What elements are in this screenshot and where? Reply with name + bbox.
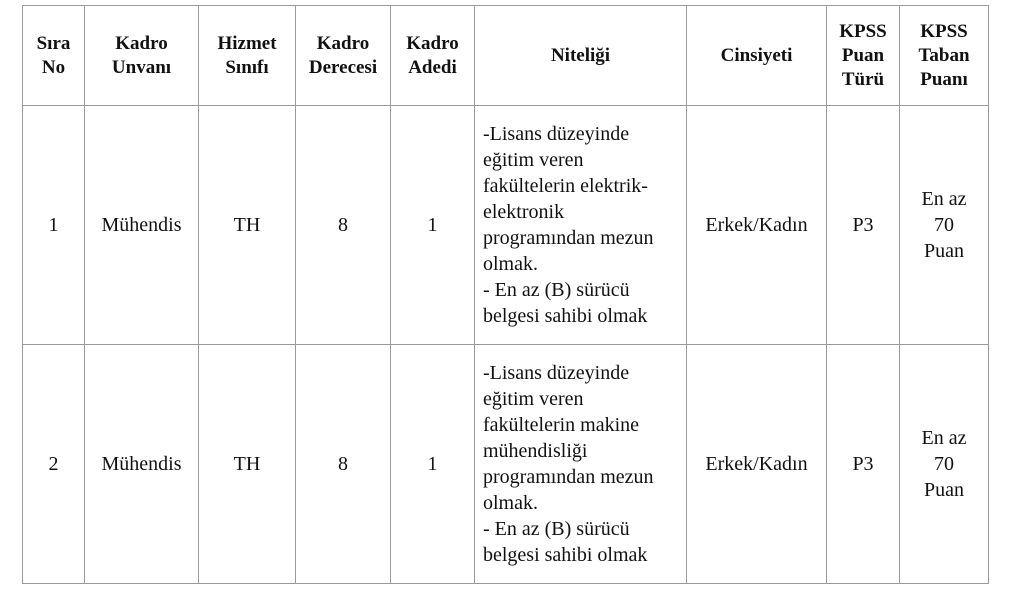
cell-hizmet-sinifi: TH	[199, 345, 296, 584]
cell-sira-no: 1	[23, 106, 85, 345]
header-kadro-unvani: Kadro Unvanı	[85, 6, 199, 106]
header-sira-no: Sıra No	[23, 6, 85, 106]
cell-kadro-unvani: Mühendis	[85, 106, 199, 345]
cell-kadro-adedi: 1	[391, 345, 475, 584]
header-hizmet-sinifi: Hizmet Sınıfı	[199, 6, 296, 106]
cell-kpss-taban-puani: En az 70 Puan	[900, 106, 989, 345]
header-kpss-taban-puani: KPSS Taban Puanı	[900, 6, 989, 106]
cell-kpss-puan-turu: P3	[827, 345, 900, 584]
table-row	[23, 106, 989, 345]
cell-cinsiyeti: Erkek/Kadın	[687, 106, 827, 345]
table-header-row	[23, 6, 989, 106]
cell-niteligi: -Lisans düzeyinde eğitim veren fakültelerin elektrik- elektronik programından mezun olmak. - En az (B) sürücü belgesi sahibi olmak	[475, 106, 687, 345]
cell-kpss-puan-turu: P3	[827, 106, 900, 345]
cell-cinsiyeti: Erkek/Kadın	[687, 345, 827, 584]
cell-kadro-derecesi: 8	[296, 345, 391, 584]
staff-positions-table	[22, 5, 989, 584]
header-cinsiyeti: Cinsiyeti	[687, 6, 827, 106]
header-kadro-derecesi: Kadro Derecesi	[296, 6, 391, 106]
header-kadro-adedi: Kadro Adedi	[391, 6, 475, 106]
header-niteligi: Niteliği	[475, 6, 687, 106]
cell-kpss-taban-puani: En az 70 Puan	[900, 345, 989, 584]
cell-kadro-unvani: Mühendis	[85, 345, 199, 584]
cell-sira-no: 2	[23, 345, 85, 584]
table-row	[23, 345, 989, 584]
cell-kadro-adedi: 1	[391, 106, 475, 345]
cell-kadro-derecesi: 8	[296, 106, 391, 345]
cell-hizmet-sinifi: TH	[199, 106, 296, 345]
cell-niteligi: -Lisans düzeyinde eğitim veren fakültelerin makine mühendisliği programından mezun olmak. - En az (B) sürücü belgesi sahibi olmak	[475, 345, 687, 584]
header-kpss-puan-turu: KPSS Puan Türü	[827, 6, 900, 106]
